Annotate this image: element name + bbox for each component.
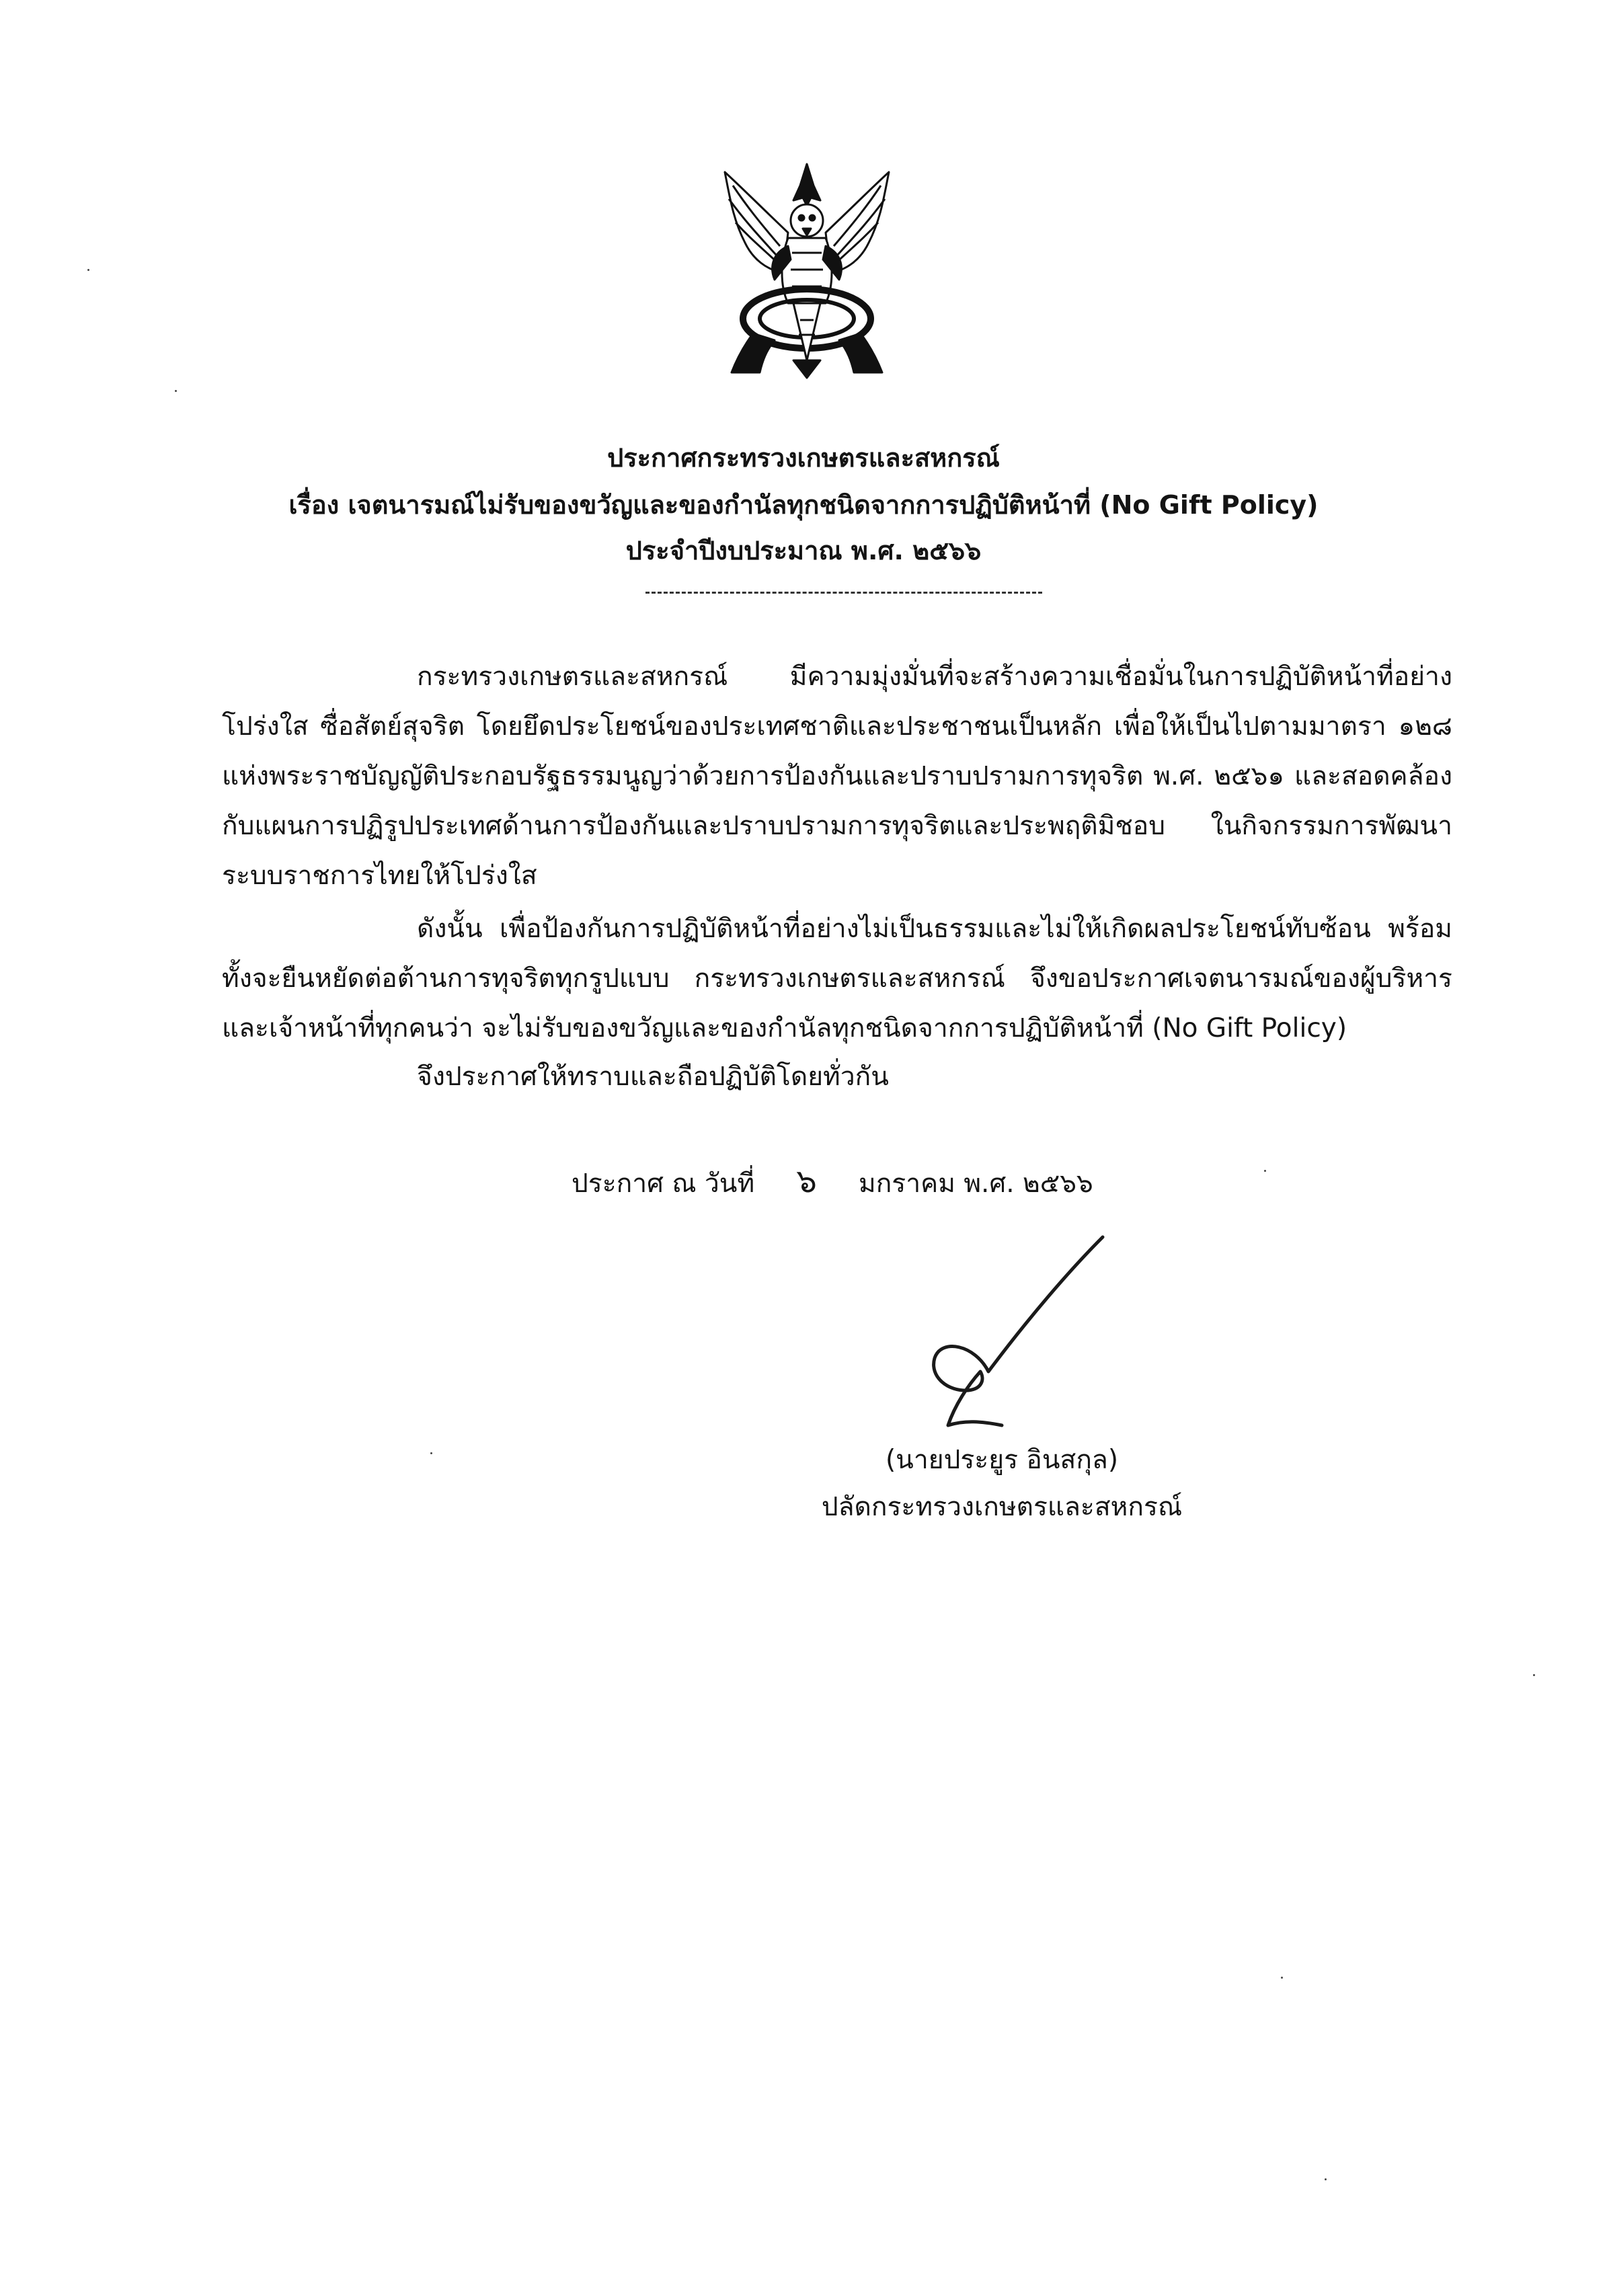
dateline-day: ๖ [796, 1162, 817, 1200]
dateline [572, 1156, 1093, 1209]
scan-speck [1325, 2178, 1327, 2180]
dateline-prefix: ประกาศ ณ วันที่ [572, 1169, 755, 1199]
scan-speck [430, 1452, 432, 1454]
dateline-month-year: มกราคม พ.ศ. ๒๕๖๖ [858, 1169, 1093, 1199]
scan-speck [1281, 1977, 1283, 1979]
signer-name: (นายประยูร อินสกุล) [885, 1445, 1119, 1475]
garuda-emblem [713, 159, 901, 381]
announcement-title: ประกาศกระทรวงเกษตรและสหกรณ์ [607, 443, 1000, 473]
scan-speck [87, 269, 89, 271]
signature-mark [901, 1224, 1130, 1439]
body-paragraph-2: ดังนั้น เพื่อป้องกันการปฏิบัติหน้าที่อย่างไม่เป็นธรรมและไม่ให้เกิดผลประโยชน์ทับซ้อน พร้อมทั้งจะยืนหยัดต่อต้านการทุจริตทุกรูปแบบ กระทรวงเกษตรและสหกรณ์ จึงขอประกาศเจตนารมณ์ของผู้บริหารและเจ้าหน้าที่ทุกคนว่า จะไม่รับของขวัญและของกำนัลทุกชนิดจากการปฏิบัติหน้าที่ (No Gift Policy) [222, 914, 1452, 1043]
body-paragraph-3: จึงประกาศให้ทราบและถือปฏิบัติโดยทั่วกัน [417, 1062, 889, 1092]
signer-title: ปลัดกระทรวงเกษตรและสหกรณ์ [821, 1492, 1183, 1522]
scan-speck [175, 390, 177, 392]
scan-speck [1264, 1170, 1266, 1172]
heading-divider [645, 592, 1042, 594]
body-paragraph-1: กระทรวงเกษตรและสหกรณ์ มีความมุ่งมั่นที่จะสร้างความเชื่อมั่นในการปฏิบัติหน้าที่อย่างโปร่งใส ซื่อสัตย์สุจริต โดยยึดประโยชน์ของประเทศชาติและประชาชนเป็นหลัก เพื่อให้เป็นไปตามมาตรา ๑๒๘ แห่งพระราชบัญญัติประกอบรัฐธรรมนูญว่าด้วยการป้องกันและปราบปรามการทุจริต พ.ศ. ๒๕๖๑ และสอดคล้องกับแผนการปฏิรูปประเทศด้านการป้องกันและปราบปรามการทุจริตและประพฤติมิชอบ ในกิจกรรมการพัฒนาระบบราชการไทยให้โปร่งใส [222, 662, 1452, 891]
fiscal-year-line: ประจำปีงบประมาณ พ.ศ. ๒๕๖๖ [625, 536, 982, 565]
scan-speck [1533, 1674, 1535, 1676]
announcement-subject: เรื่อง เจตนารมณ์ไม่รับของขวัญและของกำนัลทุกชนิดจากการปฏิบัติหน้าที่ (No Gift Policy) [288, 490, 1319, 520]
